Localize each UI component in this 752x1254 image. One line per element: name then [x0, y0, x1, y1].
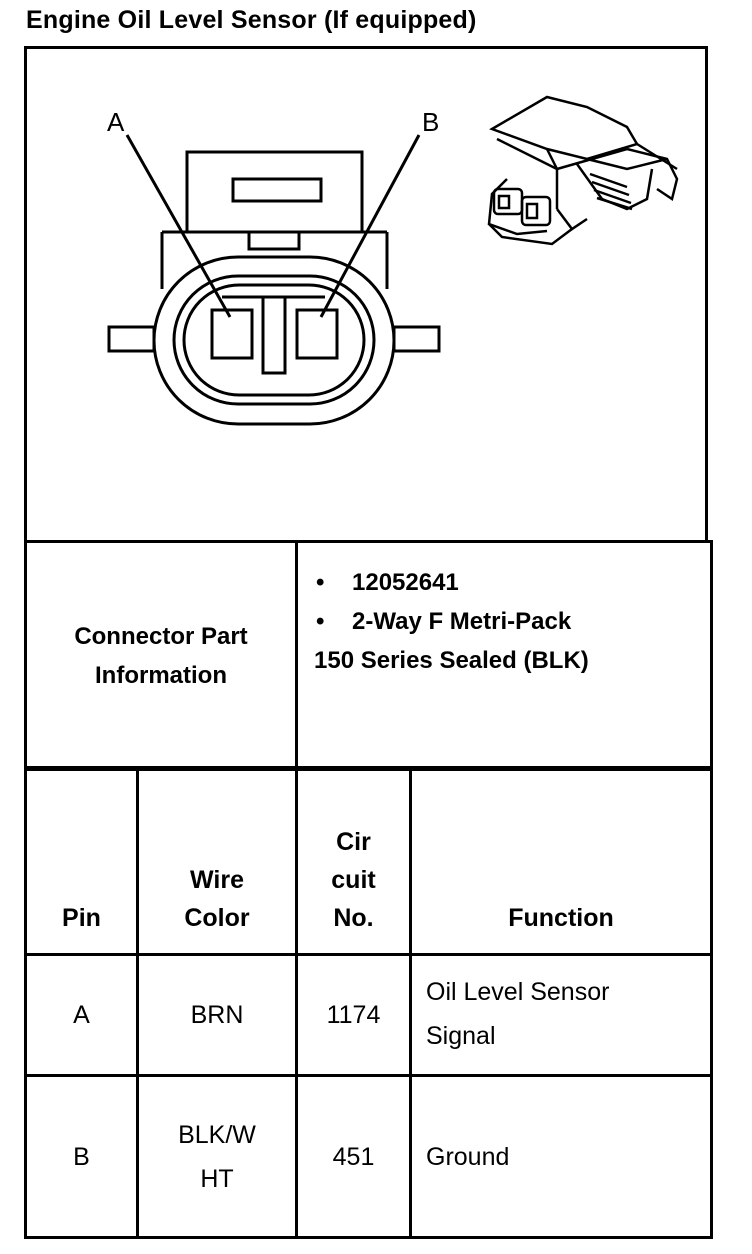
header-circuit-no: Cir cuit No.	[297, 768, 411, 955]
table-row	[26, 1076, 712, 1238]
wire-color-cell: BRN	[138, 955, 297, 1076]
function-cell: Oil Level Sensor Signal	[411, 955, 712, 1076]
function-cell: Ground	[411, 1076, 712, 1238]
connector-face-drawing	[27, 49, 711, 545]
page-title: Engine Oil Level Sensor (If equipped)	[26, 6, 477, 34]
connector-info-table	[24, 540, 713, 771]
connector-type: 2-Way F Metri-Pack	[352, 608, 572, 635]
wire-color-cell: BLK/W HT	[138, 1076, 297, 1238]
connector-diagram	[24, 46, 708, 542]
header-function: Function	[411, 768, 712, 955]
pin-cell: A	[26, 955, 138, 1076]
connector-info-label: Connector Part Information	[26, 542, 297, 770]
pin-table-header	[26, 768, 712, 955]
table-row	[26, 955, 712, 1076]
part-number: 12052641	[352, 569, 459, 596]
circuit-cell: 1174	[297, 955, 411, 1076]
connector-series: 150 Series Sealed (BLK)	[314, 647, 589, 674]
pin-a-callout: A	[107, 107, 125, 137]
circuit-cell: 451	[297, 1076, 411, 1238]
part-number-line: • 12052641	[316, 569, 459, 596]
connector-info-values	[297, 542, 712, 770]
pin-b-callout: B	[422, 107, 440, 137]
header-wire-color: Wire Color	[138, 768, 297, 955]
header-pin: Pin	[26, 768, 138, 955]
pin-table	[24, 766, 713, 1239]
connector-type-line: • 2-Way F Metri-Pack	[316, 608, 572, 635]
pin-cell: B	[26, 1076, 138, 1238]
